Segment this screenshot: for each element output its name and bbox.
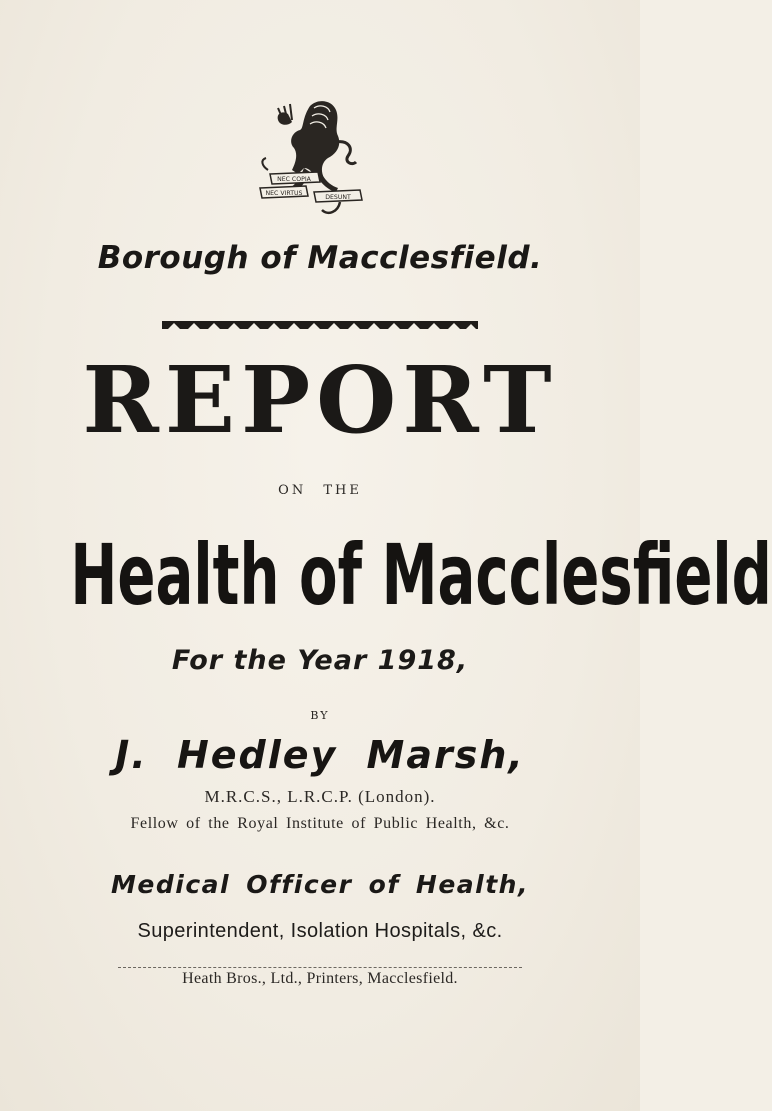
author-role: Medical Officer of Health, xyxy=(111,870,529,899)
report-title: REPORT xyxy=(82,346,558,454)
crest-motto-3: DESUNT xyxy=(325,194,351,201)
author-qualifications: M.R.C.S., L.R.C.P. (London). xyxy=(204,787,436,806)
author-name: J. Hedley Marsh, xyxy=(115,733,525,777)
decorative-rule-icon xyxy=(162,319,478,331)
year-line: For the Year 1918, xyxy=(171,645,469,676)
author-superintendent: Superintendent, Isolation Hospitals, &c. xyxy=(137,920,503,942)
crest-motto-1: NEC COPIA xyxy=(277,176,311,183)
printers-line: Heath Bros., Ltd., Printers, Macclesfield. xyxy=(182,970,458,987)
footer-divider xyxy=(118,967,522,968)
crest-motto-2: NEC VIRTUS xyxy=(265,190,303,197)
borough-heading: Borough of Macclesfield. xyxy=(97,240,543,276)
author-fellowship: Fellow of the Royal Institute of Public Health, &c. xyxy=(130,815,510,832)
by-line: BY xyxy=(310,709,330,722)
borough-crest-lion-icon xyxy=(248,92,366,220)
on-the-line: ON THE xyxy=(278,483,362,498)
health-title: Health of Macclesfield xyxy=(70,526,772,624)
